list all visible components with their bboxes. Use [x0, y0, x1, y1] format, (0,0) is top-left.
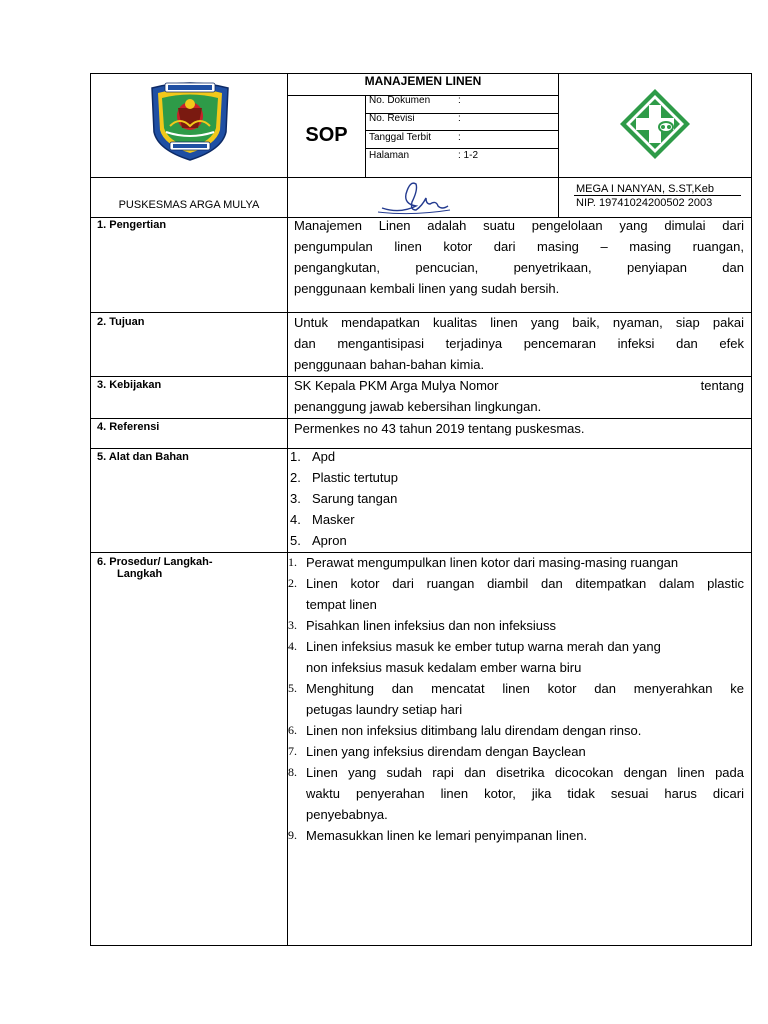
list-item: 6. Linen non infeksius ditimbang lalu direndam dengan rinso. — [288, 723, 642, 738]
meta-label-halaman: Halaman — [369, 150, 410, 161]
puskesmas-logo — [618, 87, 692, 161]
tujuan-text — [294, 312, 744, 375]
document-title: MANAJEMEN LINEN — [364, 74, 482, 88]
prosedur-list — [288, 552, 744, 846]
list-item: 1. Apd — [290, 449, 336, 464]
list-item: 5. Apron — [290, 533, 347, 548]
list-item: 2. Plastic tertutup — [290, 470, 398, 485]
signature — [376, 176, 454, 216]
meta-value-halaman: : 1-2 — [458, 150, 479, 161]
signer-name: MEGA I NANYAN, S.ST,Keb — [576, 183, 714, 195]
meta-value-no-dokumen: : — [458, 95, 461, 106]
kebijakan-line: penanggung jawab kebersihan lingkungan. — [294, 399, 542, 414]
section-label-prosedur: 6. Prosedur/ Langkah- — [97, 556, 213, 568]
section-label-referensi: 4. Referensi — [97, 421, 160, 433]
list-item: 3. Sarung tangan — [290, 491, 398, 506]
kebijakan-line-right: tentang — [700, 378, 744, 393]
list-item: 4. Linen infeksius masuk ke ember tutup warna merah dan yang non infeksius masuk kedalam ember warna biru — [288, 639, 661, 675]
table-border-right — [751, 73, 752, 946]
list-item: 4. Masker — [290, 512, 355, 527]
table-border-bottom — [90, 945, 752, 946]
pengertian-text — [294, 215, 744, 299]
regency-logo — [148, 80, 232, 162]
pengertian-line: Manajemen Linen adalah suatu pengelolaan yang dimulai dari — [294, 218, 744, 233]
section-label-pengertian: 1. Pengertian — [97, 219, 167, 231]
meta-label-no-revisi: No. Revisi — [369, 113, 415, 124]
list-item: 7. Linen yang infeksius direndam dengan Bayclean — [288, 744, 586, 759]
signer-nip: NIP. 19741024200502 2003 — [576, 197, 713, 209]
meta-label-tanggal-terbit: Tanggal Terbit — [369, 132, 432, 143]
kebijakan-text — [294, 375, 744, 417]
section-label-prosedur-cont: Langkah — [117, 568, 163, 580]
pengertian-line: penggunaan kembali linen yang sudah bersih. — [294, 281, 560, 296]
list-item: 5. Menghitung dan mencatat linen kotor dan menyerahkan ke petugas laundry setiap hari — [288, 681, 744, 717]
section-label-tujuan: 2. Tujuan — [97, 316, 145, 328]
alat-list — [290, 446, 740, 551]
referensi-text: Permenkes no 43 tahun 2019 tentang puskesmas. — [294, 421, 585, 436]
tujuan-line: dan mengantisipasi terjadinya pencemaran infeksi dan efek — [294, 336, 744, 351]
meta-value-tanggal-terbit: : — [458, 132, 461, 143]
list-item: 8. Linen yang sudah rapi dan disetrika dicocokan dengan linen pada waktu penyerahan linen kotor, jika tidak sesuai harus dicari penyebabnya. — [288, 765, 744, 822]
pengertian-line: pengangkutan, pencucian, penyetrikaan, penyiapan dan — [294, 260, 744, 275]
list-item: 3. Pisahkan linen infeksius dan non infeksiuss — [288, 618, 557, 633]
tujuan-line: Untuk mendapatkan kualitas linen yang baik, nyaman, siap pakai — [294, 315, 744, 330]
list-item: 1. Perawat mengumpulkan linen kotor dari masing-masing ruangan — [288, 555, 679, 570]
sop-divider — [365, 95, 366, 177]
section-label-alat-bahan: 5. Alat dan Bahan — [97, 451, 189, 463]
pengertian-line: pengumpulan linen kotor dari masing – masing ruangan, — [294, 239, 744, 254]
tujuan-line: penggunaan bahan-bahan kimia. — [294, 357, 485, 372]
kebijakan-line-left: SK Kepala PKM Arga Mulya Nomor — [294, 378, 499, 393]
institution-name: PUSKESMAS ARGA MULYA — [118, 199, 260, 211]
section-label-kebijakan: 3. Kebijakan — [97, 379, 162, 391]
meta-label-no-dokumen: No. Dokumen — [369, 95, 431, 106]
sop-label: SOP — [305, 124, 348, 146]
list-item: 9. Memasukkan linen ke lemari penyimpanan linen. — [288, 828, 588, 843]
meta-value-no-revisi: : — [458, 113, 461, 124]
list-item: 2. Linen kotor dari ruangan diambil dan ditempatkan dalam plastic tempat linen — [288, 576, 744, 612]
